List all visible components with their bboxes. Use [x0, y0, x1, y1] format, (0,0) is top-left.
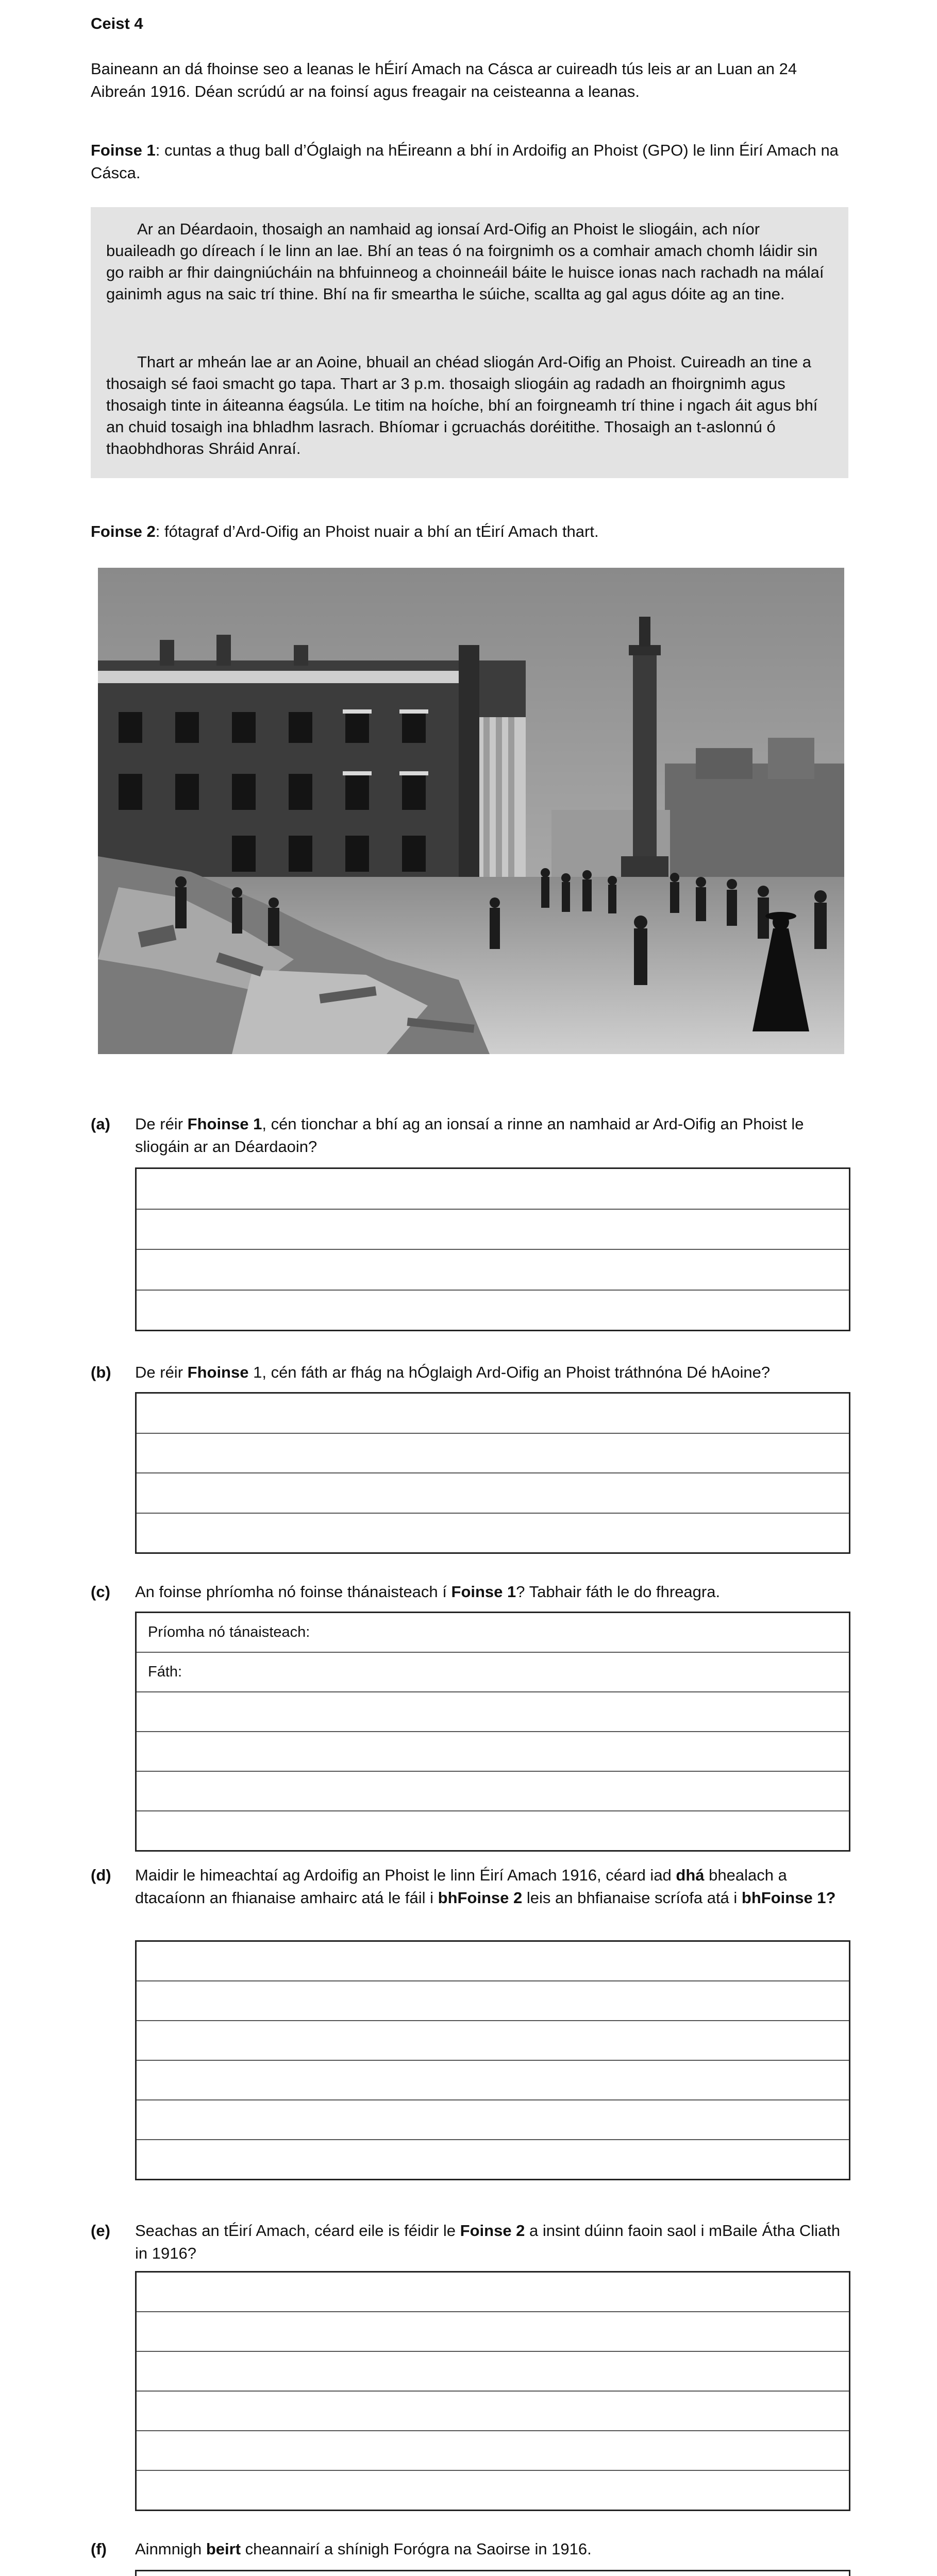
question-d-bold-1: dhá	[676, 1866, 705, 1884]
question-f-letter: (f)	[91, 2540, 107, 2558]
answer-line[interactable]	[137, 1772, 849, 1811]
source2-heading	[91, 520, 848, 543]
source1-heading	[91, 139, 848, 184]
question-d-text	[135, 1864, 851, 1909]
answer-box-f[interactable]	[135, 2570, 850, 2576]
answer-box-d[interactable]	[135, 1940, 850, 2180]
source2-label: Foinse 2	[91, 522, 156, 540]
question-f-bold-1: beirt	[206, 2540, 241, 2558]
question-c-text-2: ? Tabhair fáth le do fhreagra.	[516, 1583, 721, 1601]
answer-line-1[interactable]	[137, 2571, 849, 2576]
answer-line[interactable]	[137, 2021, 849, 2061]
question-b-bold-1: Fhoinse	[187, 1363, 249, 1381]
answer-line[interactable]	[137, 1394, 849, 1434]
answer-line-reason-label: Fáth:	[148, 1664, 182, 1680]
source1-paragraph-1: Ar an Déardaoin, thosaigh an namhaid ag ionsaí Ard-Oifig an Phoist le sliogáin, ach níor buaileadh go díreach í le linn an lae. Bhí an teas ó na foirgnimh os a comhair amach chomh láidir sin go raibh ar fhir daingniúcháin na bhfuinneog a choinneáil báite le huisce ionas nach rachadh na málaí gainimh agus na saic trí thine. Bhí na fir smeartha le súiche, scallta ag gal agus dóite ag an tine.	[106, 220, 824, 303]
question-d-text-1: Maidir le himeachtaí ag Ardoifig an Phoist le linn Éirí Amach 1916, céard iad	[135, 1866, 676, 1884]
answer-line[interactable]	[137, 1692, 849, 1732]
question-a-text	[135, 1113, 851, 1158]
question-c-letter: (c)	[91, 1583, 110, 1601]
question-d-bold-2: bhFoinse 2	[438, 1889, 523, 1907]
answer-line[interactable]	[137, 1732, 849, 1772]
answer-line[interactable]	[137, 1514, 849, 1553]
question-f-text	[135, 2538, 851, 2561]
answer-line[interactable]	[137, 2312, 849, 2352]
question-e-bold-1: Foinse 2	[460, 2222, 525, 2240]
answer-line[interactable]	[137, 1942, 849, 1981]
question-f-text-1: Ainmnigh	[135, 2540, 206, 2558]
answer-box-b[interactable]	[135, 1392, 850, 1554]
source2-desc: : fótagraf d’Ard-Oifig an Phoist nuair a bhí an tÉirí Amach thart.	[155, 522, 599, 540]
question-b-text-1: De réir	[135, 1363, 188, 1381]
answer-line-reason[interactable]	[137, 1653, 849, 1692]
answer-line[interactable]	[137, 2273, 849, 2312]
answer-line[interactable]	[137, 1169, 849, 1210]
question-e-letter: (e)	[91, 2222, 110, 2240]
question-e-text-2: a insint dúinn faoin saol i mBaile Átha Cliath in 1916?	[135, 2222, 841, 2262]
question-e-text-1: Seachas an tÉirí Amach, céard eile is féidir le	[135, 2222, 460, 2240]
question-c-text-1: An foinse phríomha nó foinse thánaisteach í	[135, 1583, 451, 1601]
answer-line[interactable]	[137, 2352, 849, 2392]
question-a-letter: (a)	[91, 1115, 110, 1133]
source1-desc: : cuntas a thug ball d’Óglaigh na hÉireann a bhí in Ardoifig an Phoist (GPO) le linn Éirí Amach na Cásca.	[91, 141, 839, 182]
answer-line[interactable]	[137, 1473, 849, 1514]
gpo-photograph	[98, 568, 844, 1054]
answer-line[interactable]	[137, 1250, 849, 1291]
question-f-text-2: cheannairí a shínigh Forógra na Saoirse in 1916.	[241, 2540, 592, 2558]
answer-line-primary[interactable]	[137, 1613, 849, 1653]
gpo-ruins-image	[98, 568, 844, 1054]
answer-line[interactable]	[137, 2392, 849, 2431]
question-c-text	[135, 1581, 851, 1603]
question-c-bold-1: Foinse 1	[451, 1583, 516, 1601]
answer-line[interactable]	[137, 1210, 849, 1250]
answer-box-a[interactable]	[135, 1167, 850, 1331]
source1-quote-box	[91, 207, 848, 478]
question-title: Ceist 4	[91, 14, 143, 32]
question-b-letter: (b)	[91, 1363, 111, 1381]
answer-line[interactable]	[137, 2140, 849, 2179]
question-d-bold-3: bhFoinse 1?	[741, 1889, 836, 1907]
question-e-text	[135, 2219, 851, 2265]
question-a-bold-1: Fhoinse 1	[187, 1115, 262, 1133]
question-a-text-1: De réir	[135, 1115, 188, 1133]
question-b-text	[135, 1361, 851, 1384]
question-a-text-2: , cén tionchar a bhí ag an ionsaí a rinne an namhaid ar Ard-Oifig an Phoist le sliogáin ar an Déardaoin?	[135, 1115, 804, 1156]
answer-line[interactable]	[137, 2471, 849, 2510]
intro-text: Baineann an dá fhoinse seo a leanas le hÉirí Amach na Cásca ar cuireadh tús leis ar an Luan an 24 Aibreán 1916. Déan scrúdú ar na foinsí agus freagair na ceisteanna a leanas.	[91, 60, 797, 100]
answer-line[interactable]	[137, 2100, 849, 2140]
question-d-letter: (d)	[91, 1866, 111, 1884]
question-d-text-3: leis an bhfianaise scríofa atá i	[522, 1889, 742, 1907]
answer-line-primary-label: Príomha nó tánaisteach:	[148, 1624, 310, 1640]
source1-label: Foinse 1	[91, 141, 156, 159]
answer-line[interactable]	[137, 1981, 849, 2021]
answer-box-e[interactable]	[135, 2271, 850, 2511]
source1-paragraph-2: Thart ar mheán lae ar an Aoine, bhuail an chéad sliogán Ard-Oifig an Phoist. Cuireadh an tine a thosaigh sé faoi smacht go tapa. Thart ar 3 p.m. thosaigh sliogáin ag radadh an fhoirgnimh agus thosaigh tinte in áiteanna éagsúla. Le titim na hoíche, bhí an foirgneamh trí thine i ngach áit agus bhí an chuid tosaigh ina bhladhm lasrach. Bhíomar i gcruachás doréitithe. Thosaigh an t-aslonnú ó thaobhdhoras Shráid Anraí.	[106, 353, 818, 457]
answer-line[interactable]	[137, 2431, 849, 2471]
question-b-text-2: 1, cén fáth ar fhág na hÓglaigh Ard-Oifig an Phoist tráthnóna Dé hAoine?	[248, 1363, 771, 1381]
answer-line[interactable]	[137, 2061, 849, 2100]
question-d-text-2: bhealach a dtacaíonn an fhianaise amhairc atá le fáil i	[135, 1866, 787, 1907]
answer-line[interactable]	[137, 1291, 849, 1330]
answer-line[interactable]	[137, 1434, 849, 1474]
answer-line[interactable]	[137, 1811, 849, 1850]
answer-box-c[interactable]	[135, 1612, 850, 1852]
